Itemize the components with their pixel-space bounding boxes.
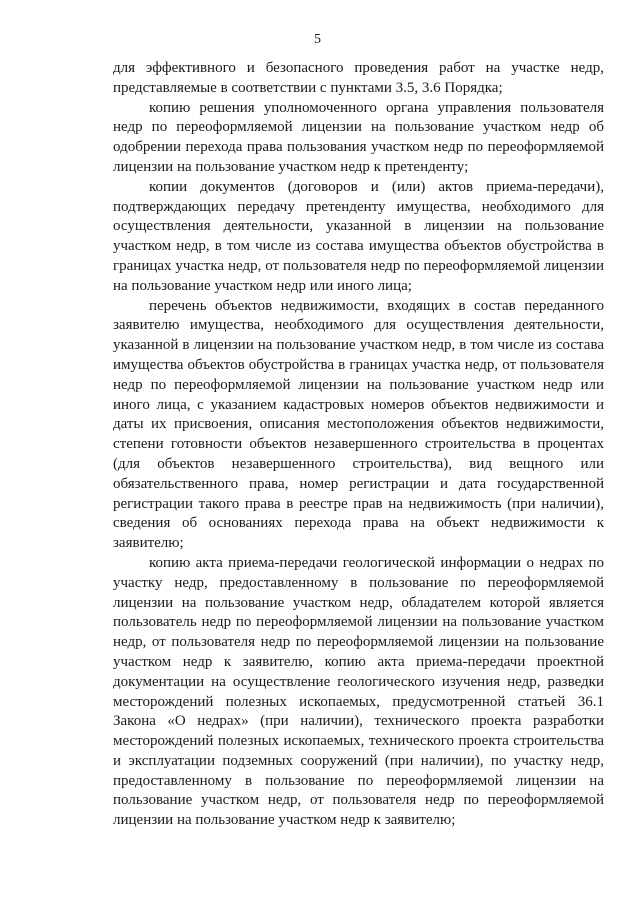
paragraph-transfer-documents: копии документов (договоров и (или) актов приема-передачи), подтверждающих передачу претенденту имущества, необходимого для осуществления деятельности, указанной в лицензии на пользование участком недр, в том числе из состава имущества объектов обустройства в границах участка недр, от пользователя недр по переоформляемой лицензии на пользование участком недр или иного лица;: [113, 178, 604, 294]
paragraph-real-estate-list: перечень объектов недвижимости, входящих в состав переданного заявителю имущества, необходимого для осуществления деятельности, указанной в лицензии на пользование участком недр, в том числе из состава имущества объектов обустройства в границах участка недр, от пользователя недр по переоформляемой лицензии на пользование участком недр или иного лица, с указанием кадастровых номеров объектов недвижимости и даты их присвоения, описания местоположения объектов недвижимости, степени готовности объектов незавершенного строительства в процентах (для объектов незавершенного строительства), вид вещного или обязательственного права, номер регистрации и дата государственной регистрации такого права в реестре прав на недвижимость (при наличии), сведения об основаниях перехода права на объект недвижимости к заявителю;: [113, 297, 604, 552]
page-number: 5: [314, 32, 321, 47]
document-body: [113, 59, 604, 831]
paragraph-decision-copy: копию решения уполномоченного органа управления пользователя недр по переоформляемой лицензии на пользование участком недр об одобрении перехода права пользования участком недр по переоформляемой лицензии на пользование участком недр к претенденту;: [113, 99, 604, 175]
paragraph-geological-info-act: копию акта приема-передачи геологической информации о недрах по участку недр, предоставленному в пользование по переоформляемой лицензии на пользование участком недр, обладателем которой является пользователь недр по переоформляемой лицензии на пользование участком недр, от пользователя недр по переоформляемой лицензии на пользование участком недр к заявителю, копию акта приема-передачи проектной документации на осуществление геологического изучения недр, разведки месторождений полезных ископаемых, предусмотренной статьей 36.1 Закона «О недрах» (при наличии), технического проекта разработки месторождений полезных ископаемых, технического проекта строительства и эксплуатации подземных сооружений (при наличии), по участку недр, предоставленному в пользование по переоформляемой лицензии на пользование участком недр, от пользователя недр по переоформляемой лицензии на пользование участком недр к заявителю;: [113, 554, 604, 829]
paragraph-continuation: для эффективного и безопасного проведения работ на участке недр, представляемые в соответствии с пунктами 3.5, 3.6 Порядка;: [113, 60, 604, 96]
